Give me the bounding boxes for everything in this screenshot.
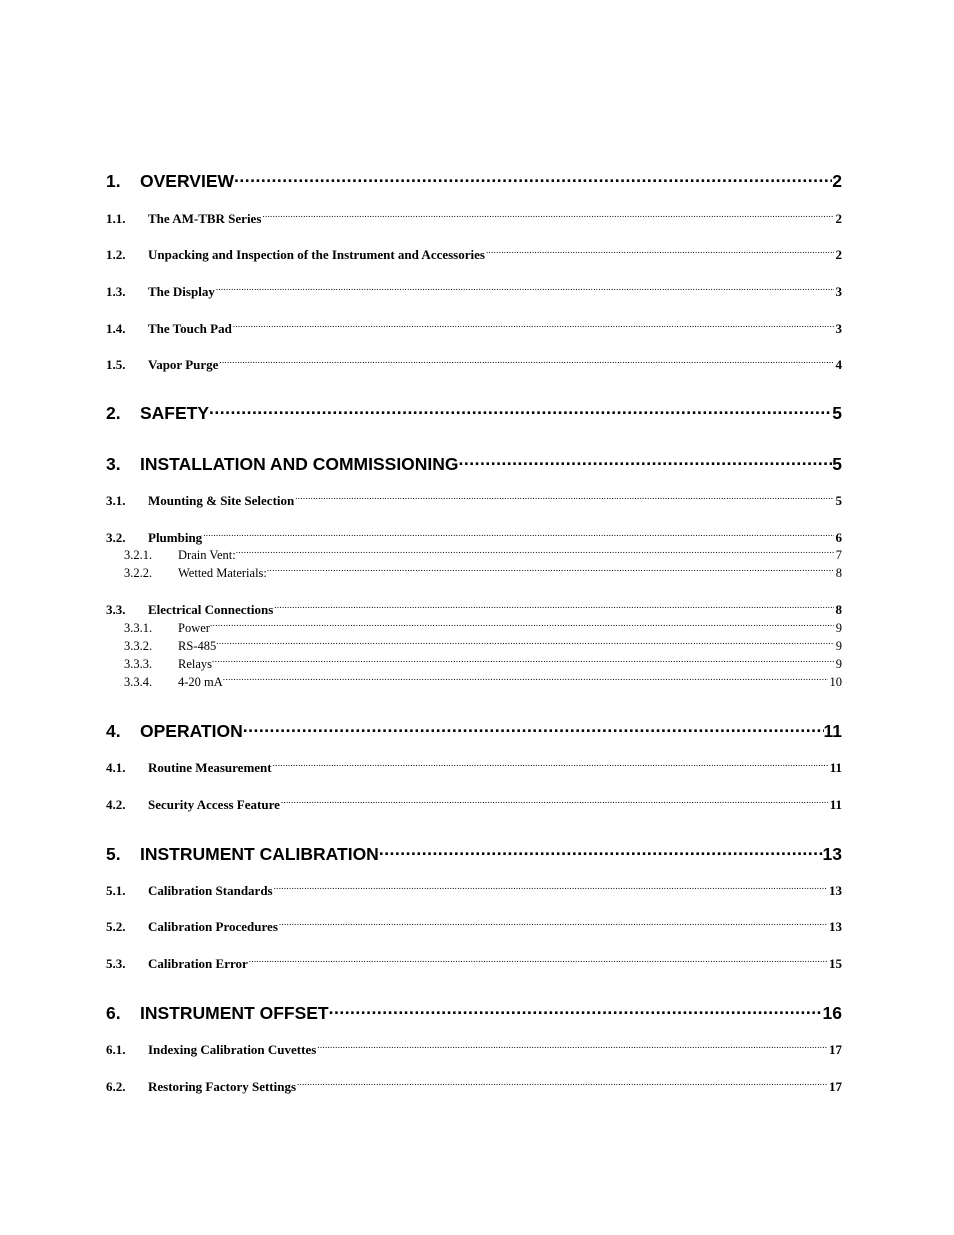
toc-page-number: 4: [835, 357, 842, 372]
toc-entry-1-1[interactable]: [106, 206, 842, 226]
toc-title: The AM-TBR Series: [148, 211, 262, 226]
toc-title: Electrical Connections: [148, 602, 274, 617]
toc-entry-2[interactable]: [106, 397, 842, 423]
toc-page-number: 16: [822, 1003, 842, 1023]
toc-entry-5-3[interactable]: [106, 951, 842, 971]
toc-number: 1.4.: [106, 321, 126, 336]
toc-number: 5.2.: [106, 919, 126, 934]
toc-page-number: 13: [822, 844, 842, 864]
toc-entry-5-2[interactable]: [106, 914, 842, 934]
toc-title: Routine Measurement: [148, 760, 272, 775]
toc-title: INSTRUMENT OFFSET: [140, 1003, 329, 1023]
dot-leader: [267, 560, 834, 577]
dot-leader: [216, 633, 834, 650]
toc-entry-3[interactable]: [106, 448, 842, 474]
toc-number: 5.: [106, 844, 121, 864]
toc-title: Unpacking and Inspection of the Instrument and Accessories: [148, 247, 485, 262]
toc-page-number: 2: [832, 171, 842, 191]
toc-entry-4[interactable]: [106, 715, 842, 741]
toc-number: 1.: [106, 171, 121, 191]
toc-entry-3-2-2[interactable]: [124, 560, 842, 580]
dot-leader: [297, 1074, 827, 1091]
toc-number: 3.1.: [106, 493, 126, 508]
toc-entry-5[interactable]: [106, 838, 842, 864]
dot-leader: [273, 755, 828, 772]
toc-entry-3-3[interactable]: [106, 597, 842, 617]
dot-leader: [317, 1037, 827, 1054]
dot-leader: [486, 242, 834, 259]
toc-title: Security Access Feature: [148, 797, 280, 812]
toc-page-number: 8: [835, 566, 842, 580]
toc-title: 4-20 mA: [178, 675, 223, 689]
toc-title: OPERATION: [140, 721, 243, 741]
dot-leader: [329, 997, 823, 1019]
toc-title: INSTALLATION AND COMMISSIONING: [140, 454, 459, 474]
toc-number: 3.2.1.: [124, 548, 153, 562]
toc-number: 4.: [106, 721, 121, 741]
toc-page-number: 6: [835, 530, 842, 545]
dot-leader: [379, 838, 823, 860]
toc-number: 1.2.: [106, 247, 126, 262]
toc-page-number: 2: [835, 247, 842, 262]
toc-title: Plumbing: [148, 530, 203, 545]
toc-number: 6.2.: [106, 1079, 126, 1094]
toc-number: 6.: [106, 1003, 121, 1023]
toc-entry-4-1[interactable]: [106, 755, 842, 775]
toc-title: RS-485: [178, 639, 217, 653]
toc-page-number: 13: [829, 919, 842, 934]
toc-title: Vapor Purge: [148, 357, 219, 372]
toc-title: The Touch Pad: [148, 321, 232, 336]
toc-title: OVERVIEW: [140, 171, 235, 191]
toc-title: Mounting & Site Selection: [148, 493, 295, 508]
toc-number: 5.1.: [106, 883, 126, 898]
toc-number: 3.: [106, 454, 121, 474]
toc-title: Power: [178, 621, 210, 635]
toc-page-number: 17: [829, 1079, 842, 1094]
toc-number: 3.2.2.: [124, 566, 153, 580]
toc-number: 3.3.3.: [124, 657, 153, 671]
toc-title: Drain Vent:: [178, 548, 236, 562]
toc-title: Calibration Standards: [148, 883, 273, 898]
dot-leader: [223, 669, 828, 686]
toc-number: 5.3.: [106, 956, 126, 971]
dot-leader: [243, 715, 824, 737]
toc-entry-1-4[interactable]: [106, 316, 842, 336]
dot-leader: [216, 279, 834, 296]
toc-page-number: 10: [829, 675, 842, 689]
toc-entry-3-2-1[interactable]: [124, 542, 842, 562]
dot-leader: [233, 316, 834, 333]
toc-page-number: 11: [829, 797, 842, 812]
toc-number: 4.1.: [106, 760, 126, 775]
toc-page-number: 11: [829, 760, 842, 775]
toc-page-number: 9: [835, 639, 842, 653]
toc-page-number: 9: [835, 621, 842, 635]
toc-entry-3-2[interactable]: [106, 525, 842, 545]
toc-entry-3-3-3[interactable]: [124, 651, 842, 671]
toc-title: Relays: [178, 657, 213, 671]
toc-page-number: 11: [823, 721, 842, 741]
toc-page-number: 2: [835, 211, 842, 226]
dot-leader: [459, 448, 833, 470]
dot-leader: [203, 525, 833, 542]
toc-entry-6[interactable]: [106, 997, 842, 1023]
toc-page-number: 5: [832, 403, 842, 423]
dot-leader: [274, 597, 833, 614]
toc-title: Wetted Materials:: [178, 566, 267, 580]
toc-page-number: 3: [835, 321, 842, 336]
toc-number: 6.1.: [106, 1042, 126, 1057]
toc-page-number: 7: [835, 548, 842, 562]
toc-entry-3-1[interactable]: [106, 488, 842, 508]
toc-entry-5-1[interactable]: [106, 878, 842, 898]
toc-number: 3.3.2.: [124, 639, 153, 653]
toc-number: 1.5.: [106, 357, 126, 372]
toc-number: 3.2.: [106, 530, 126, 545]
toc-page-number: 8: [835, 602, 842, 617]
toc-entry-3-3-4[interactable]: [124, 669, 842, 689]
toc-number: 1.1.: [106, 211, 126, 226]
toc-title: SAFETY: [140, 403, 210, 423]
toc-number: 3.3.4.: [124, 675, 153, 689]
dot-leader: [281, 792, 828, 809]
dot-leader: [295, 488, 833, 505]
toc-entry-6-1[interactable]: [106, 1037, 842, 1057]
toc-entry-6-2[interactable]: [106, 1074, 842, 1094]
toc-title: The Display: [148, 284, 215, 299]
toc-entry-1[interactable]: [106, 165, 842, 191]
dot-leader: [274, 878, 827, 895]
toc-entry-4-2[interactable]: [106, 792, 842, 812]
toc-number: 4.2.: [106, 797, 126, 812]
toc-number: 2.: [106, 403, 121, 423]
toc-page-number: 17: [829, 1042, 842, 1057]
toc-title: Calibration Procedures: [148, 919, 278, 934]
dot-leader: [249, 951, 827, 968]
toc-page-number: 3: [835, 284, 842, 299]
dot-leader: [234, 165, 832, 187]
dot-leader: [210, 615, 834, 632]
toc-number: 1.3.: [106, 284, 126, 299]
toc-page-number: 9: [835, 657, 842, 671]
toc-entry-1-3[interactable]: [106, 279, 842, 299]
dot-leader: [279, 914, 827, 931]
toc-number: 3.3.: [106, 602, 126, 617]
toc-title: Calibration Error: [148, 956, 248, 971]
dot-leader: [262, 206, 833, 223]
dot-leader: [236, 542, 834, 559]
toc-entry-3-3-2[interactable]: [124, 633, 842, 653]
toc-number: 3.3.1.: [124, 621, 153, 635]
dot-leader: [209, 397, 832, 419]
dot-leader: [212, 651, 834, 668]
toc-title: Restoring Factory Settings: [148, 1079, 297, 1094]
toc-page-number: 5: [835, 493, 842, 508]
toc-title: INSTRUMENT CALIBRATION: [140, 844, 379, 864]
dot-leader: [219, 352, 833, 369]
toc-entry-1-2[interactable]: [106, 242, 842, 262]
toc-page-number: 5: [832, 454, 842, 474]
toc-page-number: 15: [829, 956, 842, 971]
toc-entry-1-5[interactable]: [106, 352, 842, 372]
toc-title: Indexing Calibration Cuvettes: [148, 1042, 317, 1057]
toc-entry-3-3-1[interactable]: [124, 615, 842, 635]
toc-page-number: 13: [829, 883, 842, 898]
